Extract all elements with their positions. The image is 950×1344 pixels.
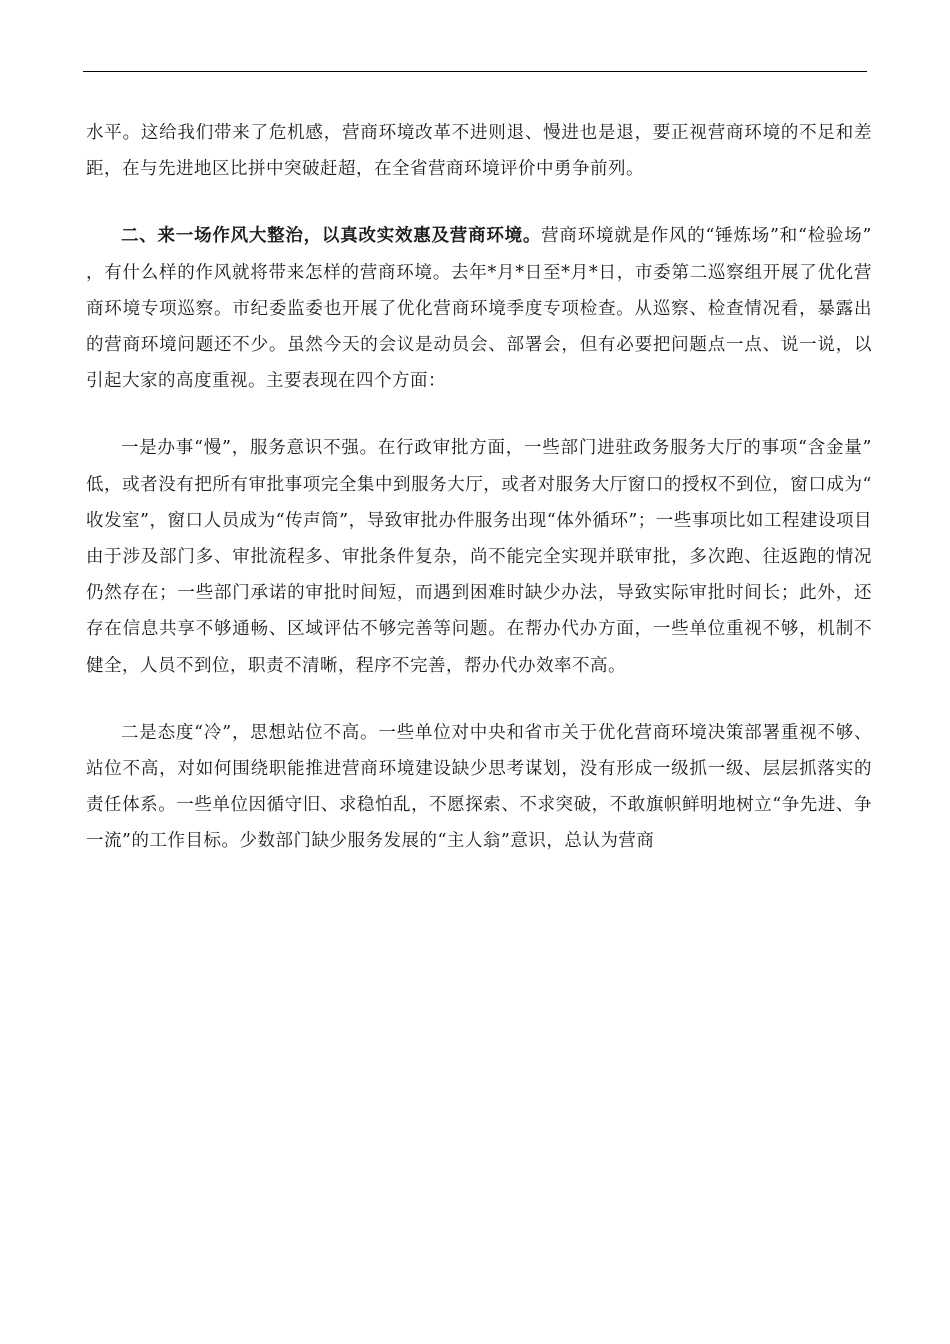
paragraph-2 bbox=[86, 218, 872, 399]
paragraph-4-text: 二是态度“冷”，思想站位不高。一些单位对中央和省市关于优化营商环境决策部署重视不够、站位不高，对如何围绕职能推进营商环境建设缺少思考谋划，没有形成一级抓一级、层层抓落实的责任体系。一些单位因循守旧、求稳怕乱，不愿探索、不求突破，不敢旗帜鲜明地树立“争先进、争一流”的工作目标。少数部门缺少服务发展的“主人翁”意识，总认为营商 bbox=[86, 722, 872, 852]
paragraph-gap bbox=[86, 187, 872, 218]
header-rule bbox=[83, 71, 867, 72]
paragraph-4 bbox=[86, 715, 872, 860]
paragraph-3 bbox=[86, 430, 872, 683]
section-heading: 二、来一场作风大整治，以真改实效惠及营商环境。 bbox=[121, 226, 542, 247]
paragraph-gap bbox=[86, 399, 872, 430]
paragraph-gap bbox=[86, 684, 872, 715]
paragraph-1-text: 水平。这给我们带来了危机感，营商环境改革不进则退、慢进也是退，要正视营商环境的不足和差距，在与先进地区比拼中突破赶超，在全省营商环境评价中勇争前列。 bbox=[86, 123, 872, 180]
paragraph-3-text: 一是办事“慢”，服务意识不强。在行政审批方面，一些部门进驻政务服务大厅的事项“含金量”低，或者没有把所有审批事项完全集中到服务大厅，或者对服务大厅窗口的授权不到位，窗口成为“收发室”，窗口人员成为“传声筒”，导致审批办件服务出现“体外循环”；一些事项比如工程建设项目由于涉及部门多、审批流程多、审批条件复杂，尚不能完全实现并联审批，多次跑、往返跑的情况仍然存在；一些部门承诺的审批时间短，而遇到困难时缺少办法，导致实际审批时间长；此外，还存在信息共享不够通畅、区域评估不够完善等问题。在帮办代办方面，一些单位重视不够，机制不健全，人员不到位，职责不清晰，程序不完善，帮办代办效率不高。 bbox=[86, 438, 872, 676]
paragraph-1 bbox=[86, 115, 872, 187]
paragraph-2-text: 营商环境就是作风的“锤炼场”和“检验场”，有什么样的作风就将带来怎样的营商环境。去年*月*日至*月*日，市委第二巡察组开展了优化营商环境专项巡察。市纪委监委也开展了优化营商环境季度专项检查。从巡察、检查情况看，暴露出的营商环境问题还不少。虽然今天的会议是动员会、部署会，但有必要把问题点一点、说一说，以引起大家的高度重视。主要表现在四个方面： bbox=[86, 226, 872, 392]
document-body bbox=[86, 115, 872, 860]
